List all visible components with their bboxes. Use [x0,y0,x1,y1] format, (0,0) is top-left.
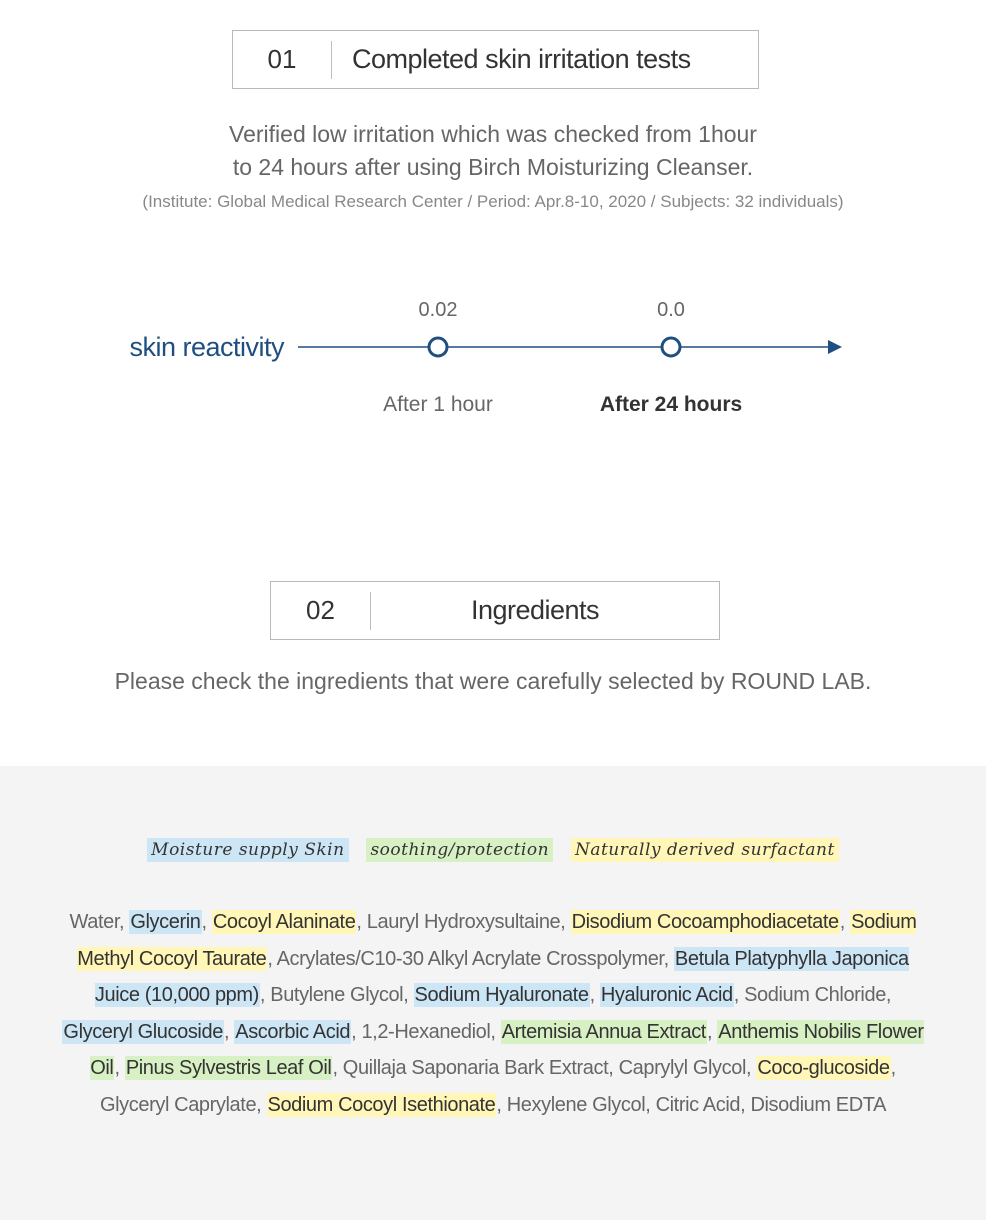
ingredient-item: 1,2-Hexanediol [361,1020,491,1043]
ingredient-item: Sodium Methyl Cocoyl Taurate [77,911,917,970]
ingredient-item: Glycerin [130,911,201,933]
description-line-2: to 24 hours after using Birch Moisturizing Cleanser. [232,154,754,180]
ingredient-item: Butylene Glycol [270,984,404,1007]
ingredient-item: Water [69,911,120,933]
ingredient-item: Pinus Sylvestris Leaf Oil [125,1057,332,1080]
legend-soothing: soothing/protection [366,838,553,862]
legend-moisture: Moisture supply Skin [147,838,348,862]
ingredient-item: Glyceryl Glucoside [63,1020,223,1043]
ingredient-item: Disodium Cocoamphodiacetate [571,911,839,933]
ingredient-list: Water, Glycerin, Cocoyl Alaninate, Lauryl Hydroxysultaine, Disodium Cocoamphodiacetate, Sodium Methyl Cocoyl Taurate, Acrylates/C10-30 Alkyl Acrylate Crosspolymer, Betula Platyphylla Japonica Juice (10,000 ppm), Butylene Glycol, Sodium Hyaluronate, Hyaluronic Acid, Sodium Chloride, Glyceryl Glucoside, Ascorbic Acid, 1,2-Hexanediol, Artemisia Annua Extract, Anthemis Nobilis Flower Oil, Pinus Sylvestris Leaf Oil, Quillaja Saponaria Bark Extract, Caprylyl Glycol, Coco-glucoside, Glyceryl Caprylate, Sodium Cocoyl Isethionate, Hexylene Glycol, Citric Acid, Disodium EDTA [63,911,924,1116]
ingredient-item: Glyceryl Caprylate [99,1093,257,1116]
ingredient-item: Anthemis Nobilis Flower Oil [90,1020,924,1080]
ingredient-item: Cocoyl Alaninate [212,911,356,933]
ingredient-item: Sodium Cocoyl Isethionate [267,1093,496,1116]
ingredients-description: Please check the ingredients that were carefully selected by ROUND LAB. [114,668,872,694]
data-point [429,338,447,356]
ingredient-item: Artemisia Annua Extract [501,1020,706,1043]
data-value-label: 0.02 [418,299,458,321]
ingredient-item: Sodium Hyaluronate [414,984,589,1007]
data-point [662,338,680,356]
time-label: After 1 hour [383,393,493,416]
ingredient-item: Lauryl Hydroxysultaine [366,911,561,933]
data-value-label: 0.0 [657,299,685,321]
ingredient-item: Ascorbic Acid [235,1020,351,1043]
arrow-head-icon [828,340,842,354]
legend-surfactant: Naturally derived surfactant [571,838,839,862]
section-number: 01 [267,44,297,74]
ingredient-item: Quillaja Saponaria Bark Extract [342,1057,609,1080]
ingredient-item: Coco-glucoside [757,1057,890,1080]
study-note: (Institute: Global Medical Research Center / Period: Apr.8-10, 2020 / Subjects: 32 individuals) [142,192,844,211]
ingredient-item: Sodium Chloride [744,984,886,1007]
irritation-description [0,118,986,184]
ingredient-legend [0,838,986,862]
description-line-1: Verified low irritation which was checked from 1hour [229,121,757,147]
time-label: After 24 hours [599,393,743,416]
section-number: 02 [306,595,335,625]
section-title: Ingredients [470,595,600,625]
ingredient-item: Betula Platyphylla Japonica Juice (10,000 ppm) [94,947,909,1007]
skin-reactivity-chart [0,290,986,430]
ingredient-item: Hyaluronic Acid [600,984,733,1007]
ingredient-item: Citric Acid [655,1093,741,1116]
ingredient-item: Caprylyl Glycol [618,1057,746,1080]
ingredient-item: Acrylates/C10-30 Alkyl Acrylate Crosspolymer [276,947,664,970]
axis-label-skin-reactivity: skin reactivity [129,332,284,362]
section-header-irritation [232,30,759,89]
section-header-ingredients [270,581,720,640]
ingredient-item: Hexylene Glycol [506,1093,646,1116]
ingredient-item: Disodium EDTA [750,1093,887,1116]
section-title: Completed skin irritation tests [352,44,691,74]
